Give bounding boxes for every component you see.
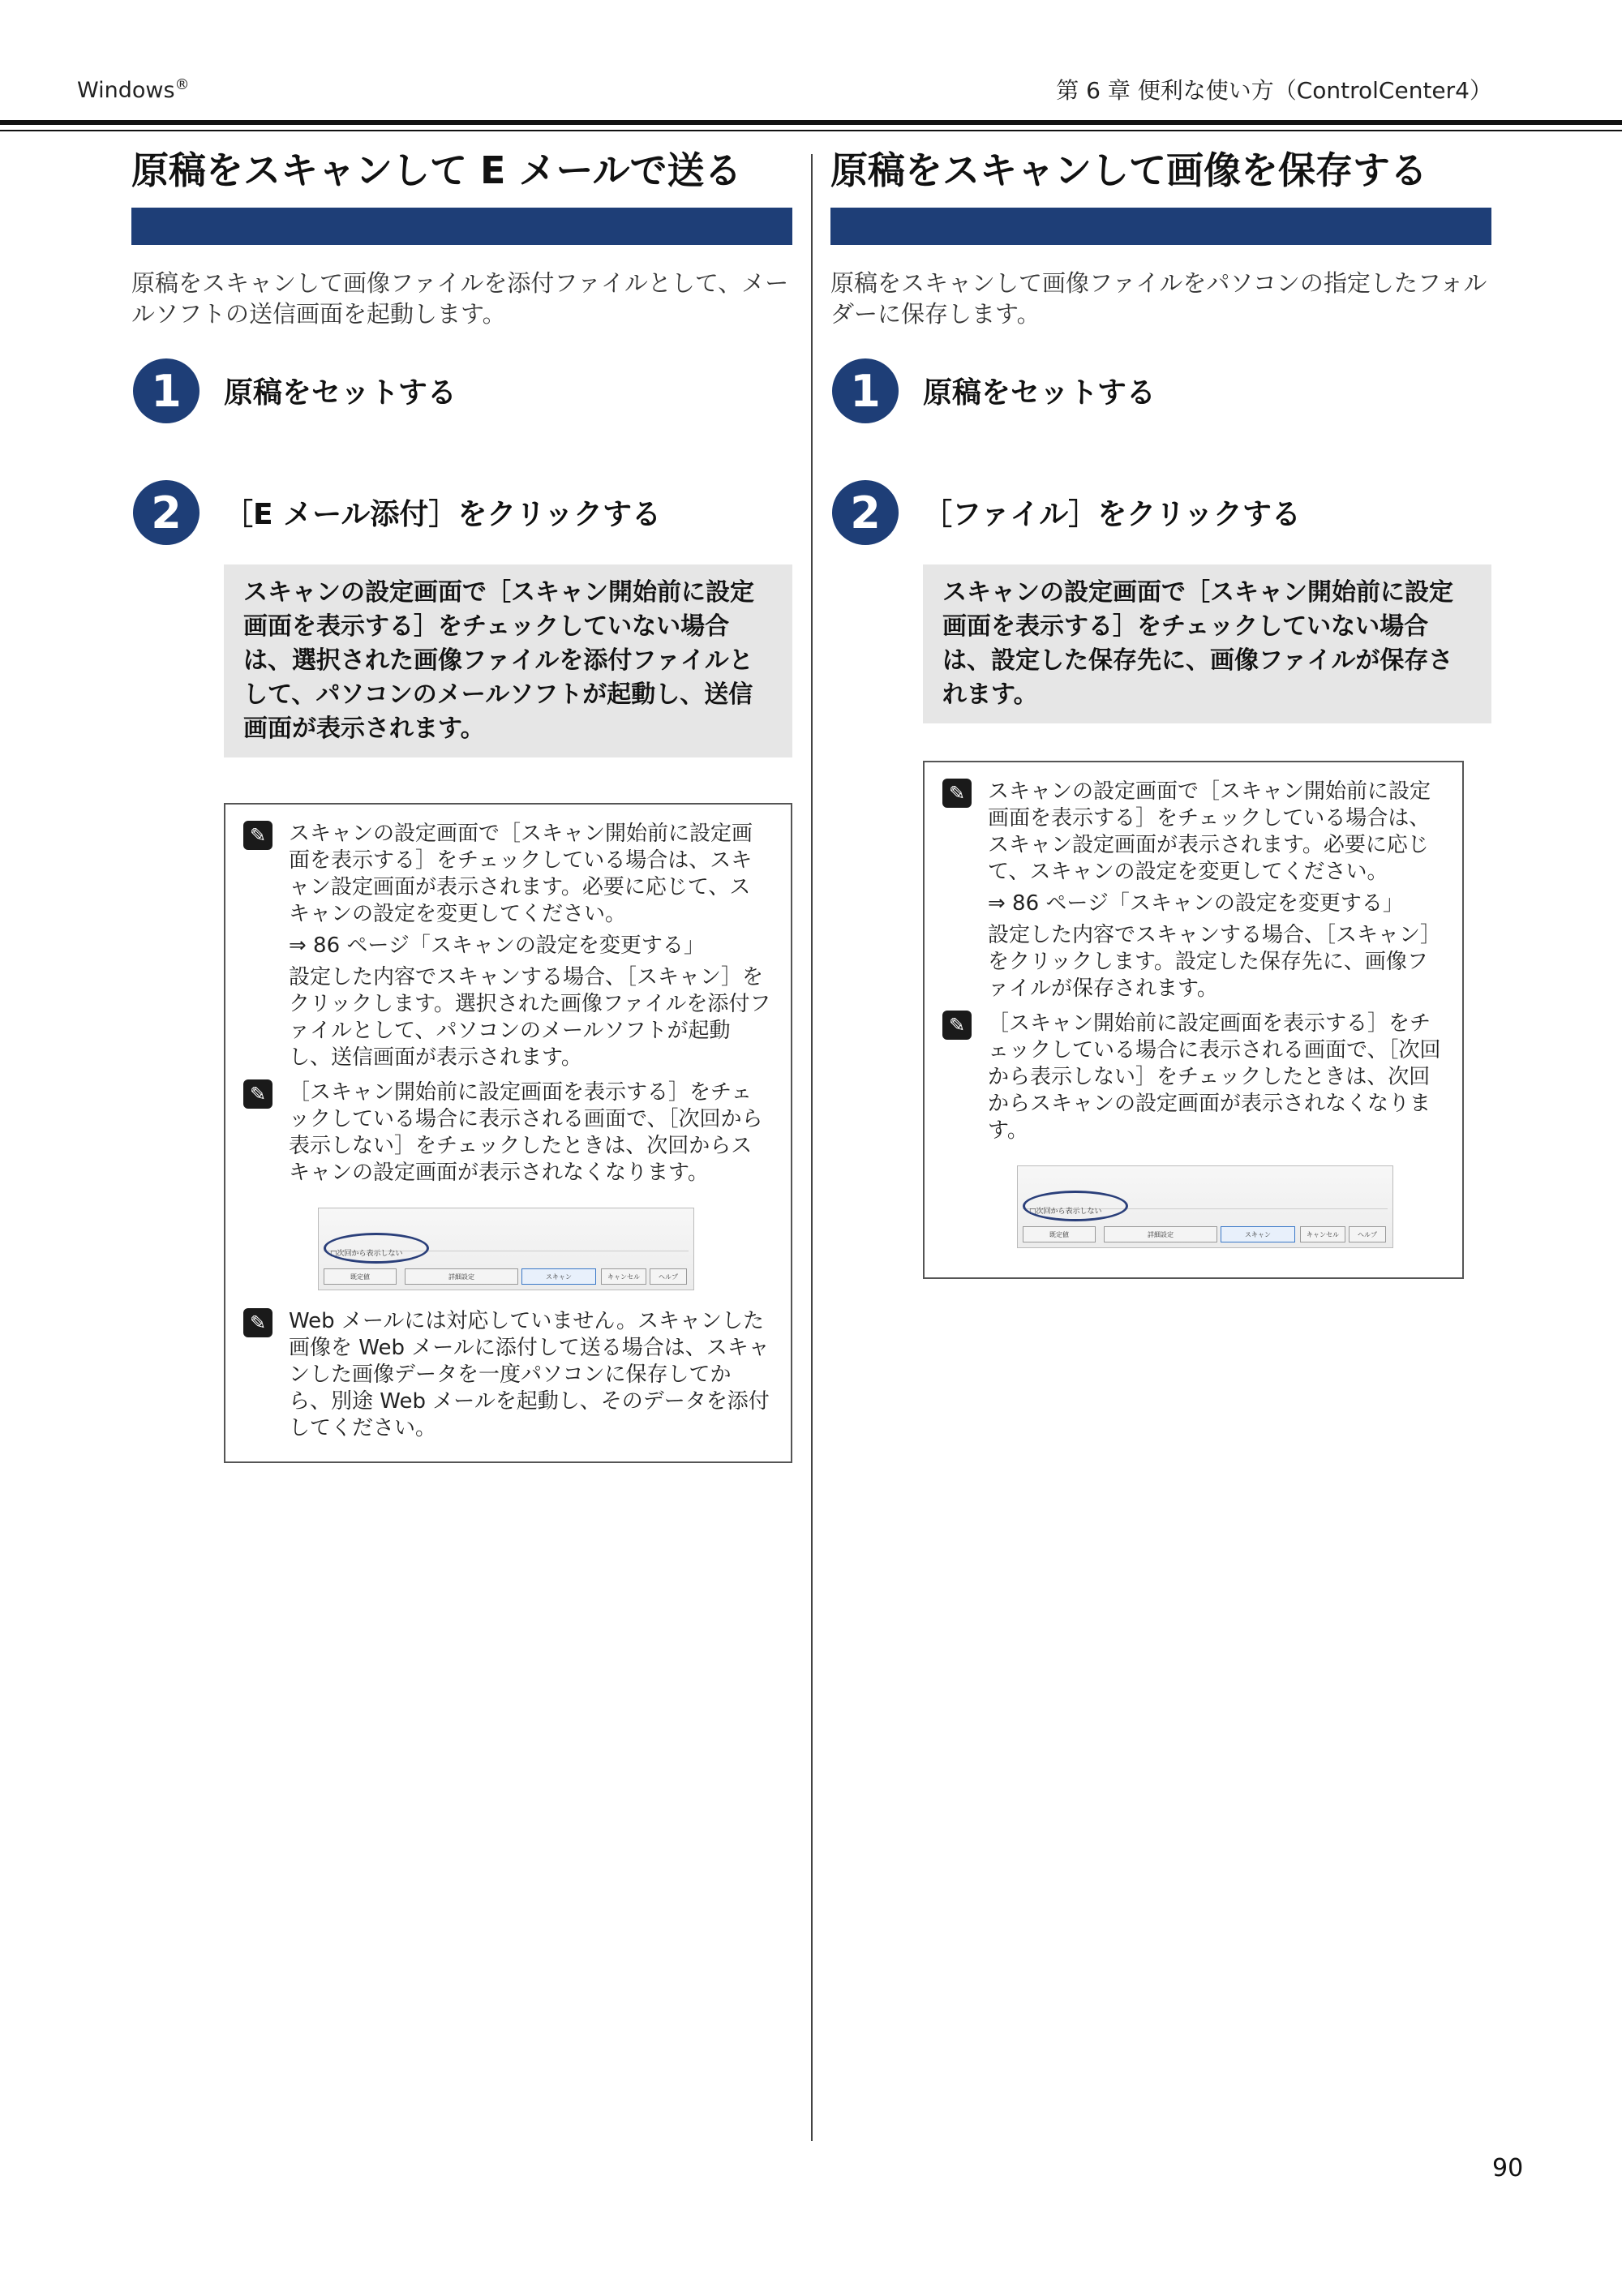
step-label: 原稿をセットする [224, 376, 457, 410]
default-button: 既定値 [1023, 1226, 1096, 1242]
section-title: 原稿をスキャンして E メールで送る [131, 148, 742, 192]
cancel-button: キャンセル [601, 1268, 646, 1285]
note-box [224, 803, 792, 1463]
step-callout: スキャンの設定画面で［スキャン開始前に設定画面を表示する］をチェックしていない場合は、選択された画像ファイルを添付ファイルとして、パソコンのメールソフトが起動し、送信画面が表示されます。 [224, 564, 792, 757]
dialog-screenshot [1017, 1165, 1393, 1248]
pencil-note-icon: ✎ [243, 1308, 272, 1337]
pencil-note-icon: ✎ [942, 779, 972, 808]
note-item [243, 1079, 771, 1187]
section-lead: 原稿をスキャンして画像ファイルをパソコンの指定したフォルダーに保存します。 [830, 269, 1487, 328]
note-box [923, 761, 1464, 1279]
step-1 [830, 358, 1491, 423]
page-reference: ⇒ 86 ページ「スキャンの設定を変更する」 [988, 891, 1404, 916]
note-text: スキャンの設定画面で［スキャン開始前に設定画面を表示する］をチェックしている場合は、スキャン設定画面が表示されます。必要に応じて、スキャンの設定を変更してください。 [988, 779, 1431, 884]
section-title-bar [830, 208, 1491, 245]
note-text: ［スキャン開始前に設定画面を表示する］をチェックしている場合に表示される画面で、［次回から表示しない］をチェックしたときは、次回からスキャンの設定画面が表示されなくなります。 [289, 1080, 763, 1185]
dialog-screenshot [318, 1208, 694, 1290]
section-title-bar [131, 208, 792, 245]
detail-settings-button: 詳細設定 [1104, 1226, 1217, 1242]
step-1 [131, 358, 792, 423]
section-lead: 原稿をスキャンして画像ファイルを添付ファイルとして、メールソフトの送信画面を起動します。 [131, 269, 789, 328]
note-text: Web メールには対応していません。スキャンした画像を Web メールに添付して送る場合は、スキャンした画像データを一度パソコンに保存してから、別途 Web メールを起動し、そのデータを添付してください。 [289, 1309, 770, 1440]
header-chapter-title: 第 6 章 便利な使い方（ControlCenter4） [1056, 77, 1492, 104]
step-number-badge: 2 [133, 480, 200, 545]
step-number-badge: 1 [133, 358, 200, 423]
step-callout: スキャンの設定画面で［スキャン開始前に設定画面を表示する］をチェックしていない場合は、設定した保存先に、画像ファイルが保存されます。 [923, 564, 1491, 723]
dont-show-checkbox: □次回から表示しない [1029, 1208, 1102, 1216]
pencil-note-icon: ✎ [243, 821, 272, 850]
step-label: 原稿をセットする [923, 376, 1156, 410]
note-item [243, 821, 771, 1071]
scan-button: スキャン [521, 1268, 596, 1285]
step-2 [830, 480, 1491, 545]
step-2 [131, 480, 792, 545]
step-number-badge: 1 [832, 358, 899, 423]
note-text: ［スキャン開始前に設定画面を表示する］をチェックしている場合に表示される画面で、［次回から表示しない］をチェックしたときは、次回からスキャンの設定画面が表示されなくなります。 [988, 1011, 1441, 1143]
header-rule-thin [0, 130, 1622, 131]
note-text: 設定した内容でスキャンする場合、［スキャン］をクリックします。選択された画像ファイルを添付ファイルとして、パソコンのメールソフトが起動し、送信画面が表示されます。 [289, 965, 771, 1070]
pencil-note-icon: ✎ [942, 1011, 972, 1040]
page-number: 90 [1492, 2154, 1524, 2182]
detail-settings-button: 詳細設定 [405, 1268, 518, 1285]
column-divider [811, 154, 813, 2141]
note-text: スキャンの設定画面で［スキャン開始前に設定画面を表示する］をチェックしている場合は、スキャン設定画面が表示されます。必要に応じて、スキャンの設定を変更してください。 [289, 822, 753, 926]
highlight-oval [1023, 1191, 1128, 1221]
step-label: ［E メール添付］をクリックする [224, 498, 661, 531]
dont-show-checkbox: □次回から表示しない [330, 1250, 403, 1258]
step-number-badge: 2 [832, 480, 899, 545]
scan-button: スキャン [1221, 1226, 1295, 1242]
pencil-note-icon: ✎ [243, 1079, 272, 1109]
section-email [131, 146, 792, 1463]
highlight-oval [324, 1233, 429, 1264]
cancel-button: キャンセル [1300, 1226, 1345, 1242]
header-rule-thick [0, 120, 1622, 125]
help-button: ヘルプ [1349, 1226, 1386, 1242]
note-text: 設定した内容でスキャンする場合、［スキャン］をクリックします。設定した保存先に、画像ファイルが保存されます。 [988, 923, 1442, 1001]
note-item [243, 1308, 771, 1442]
default-button: 既定値 [324, 1268, 397, 1285]
note-item [942, 779, 1443, 1002]
header-os-label: Windows® [77, 76, 190, 103]
note-item [942, 1011, 1443, 1144]
page-reference: ⇒ 86 ページ「スキャンの設定を変更する」 [289, 933, 705, 958]
step-label: ［ファイル］をクリックする [923, 498, 1301, 531]
section-save-image [830, 146, 1491, 1279]
section-title: 原稿をスキャンして画像を保存する [830, 148, 1427, 192]
help-button: ヘルプ [650, 1268, 687, 1285]
